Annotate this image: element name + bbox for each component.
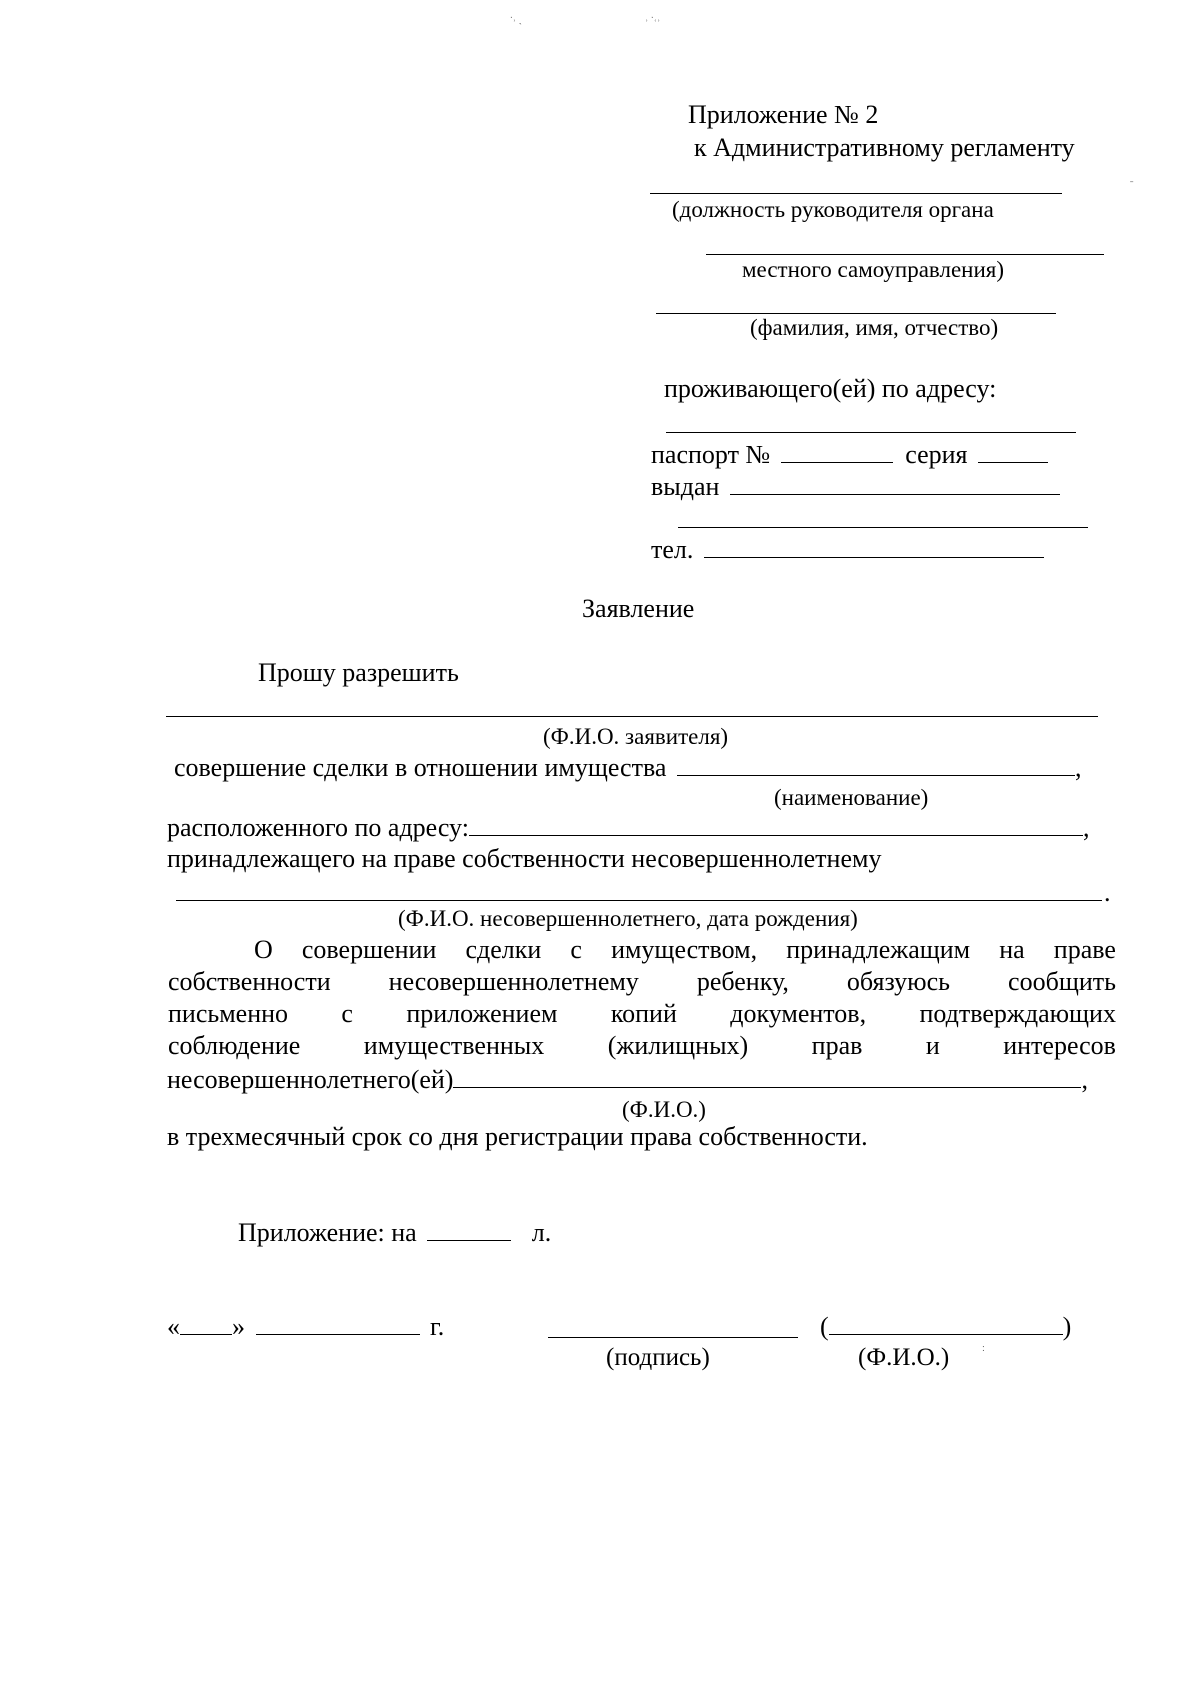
word: праве (1053, 935, 1116, 964)
word: прав (811, 1031, 863, 1060)
phone-label: тел. (651, 535, 694, 565)
scan-speck: ˸ (982, 1345, 985, 1356)
quote-close: » (232, 1312, 245, 1342)
issued-row (651, 472, 1060, 500)
residing-label: проживающего(ей) по адресу: (664, 374, 997, 403)
address-label: расположенного по адресу: (167, 813, 469, 843)
word: сделки (465, 935, 542, 964)
applicant-name-hint: (фамилия, имя, отчество) (750, 315, 999, 340)
paren-open: ( (820, 1312, 829, 1342)
passport-number-field[interactable] (781, 440, 893, 463)
signer-fio-hint: (Ф.И.О.) (858, 1344, 950, 1371)
property-name-hint: (наименование) (774, 785, 929, 810)
minor-fio-field[interactable] (453, 1065, 1081, 1088)
issued-label: выдан (651, 472, 720, 502)
paragraph-line-4 (168, 1033, 1116, 1059)
signature-line[interactable] (548, 1337, 798, 1338)
word: имуществом, (611, 935, 758, 964)
paragraph-last: в трехмесячный срок со дня регистрации права собственности. (167, 1122, 868, 1151)
paragraph-line-2 (168, 969, 1116, 995)
word: (жилищных) (607, 1031, 749, 1060)
fio-hint: (Ф.И.О.) (622, 1097, 706, 1122)
word: письменно (168, 999, 289, 1028)
issued-by-field[interactable] (730, 472, 1060, 495)
paragraph-line-5 (167, 1065, 1088, 1093)
comma: , (1074, 753, 1082, 783)
local-government-hint: местного самоуправления) (742, 257, 1005, 282)
paragraph-line-3 (168, 1001, 1116, 1027)
paragraph-line-1 (254, 937, 1116, 963)
word: документов, (730, 999, 867, 1028)
applicant-fio-line[interactable] (166, 716, 1098, 717)
month-field[interactable] (256, 1312, 420, 1335)
year-suffix: г. (430, 1312, 445, 1342)
official-position-line[interactable] (650, 193, 1062, 194)
request-text: Прошу разрешить (258, 658, 459, 687)
property-address-field[interactable] (469, 813, 1083, 836)
word: на (999, 935, 1025, 964)
phone-row (651, 535, 1044, 563)
minor-fio-hint: (Ф.И.О. несовершеннолетнего, дата рождения) (398, 906, 858, 931)
applicant-name-line[interactable] (656, 313, 1056, 314)
minor-label: несовершеннолетнего(ей) (167, 1065, 454, 1095)
word: несовершеннолетнему (388, 967, 639, 996)
ownership-text: принадлежащего на праве собственности несовершеннолетнему (167, 844, 882, 873)
passport-row (651, 440, 1048, 468)
word: совершении (301, 935, 437, 964)
word: приложением (406, 999, 558, 1028)
attachment-row (238, 1218, 551, 1246)
scan-speck: ˑ˒ ˏ (510, 14, 522, 25)
attachment-unit: л. (531, 1218, 552, 1248)
issued-by-continuation-line[interactable] (678, 527, 1088, 528)
date-row (167, 1312, 444, 1340)
word: с (341, 999, 353, 1028)
word: принадлежащим (786, 935, 971, 964)
quote-open: « (167, 1312, 180, 1342)
address-row (167, 813, 1089, 841)
comma: , (1081, 1065, 1088, 1095)
address-line[interactable] (666, 432, 1076, 433)
local-government-line[interactable] (706, 254, 1104, 255)
fio-bracket-row (820, 1312, 1071, 1340)
property-name-field[interactable] (677, 753, 1075, 776)
appendix-title: Приложение № 2 (688, 100, 879, 129)
attachment-label: Приложение: на (238, 1218, 417, 1248)
appendix-subtitle: к Административному регламенту (694, 133, 1075, 162)
scan-speck: ˒ ˑ˓˒ (645, 14, 661, 25)
scan-speck: ˉ (1130, 180, 1134, 191)
series-label: серия (905, 440, 968, 470)
day-field[interactable] (180, 1312, 232, 1335)
paren-close: ) (1062, 1312, 1072, 1342)
comma: , (1082, 813, 1090, 843)
word: с (570, 935, 582, 964)
word: обязуюсь (846, 967, 951, 996)
applicant-fio-hint: (Ф.И.О. заявителя) (543, 724, 729, 749)
word: подтверждающих (919, 999, 1116, 1028)
transaction-row (174, 753, 1081, 781)
signer-fio-field[interactable] (829, 1312, 1063, 1335)
official-position-hint: (должность руководителя органа (672, 197, 994, 222)
passport-series-field[interactable] (978, 440, 1048, 463)
word: собственности (168, 967, 331, 996)
attachment-sheets-field[interactable] (427, 1218, 511, 1241)
document-title: Заявление (582, 594, 695, 623)
word: и (925, 1031, 940, 1060)
word: интересов (1003, 1031, 1116, 1060)
signature-hint: (подпись) (606, 1344, 710, 1371)
word: ребенку, (696, 967, 789, 996)
word: имущественных (363, 1031, 545, 1060)
word: соблюдение (168, 1031, 301, 1060)
word: О (254, 935, 273, 964)
minor-line-period: . (1104, 878, 1111, 907)
phone-field[interactable] (704, 535, 1044, 558)
word: сообщить (1008, 967, 1116, 996)
word: копий (610, 999, 677, 1028)
passport-label: паспорт № (651, 440, 771, 470)
transaction-text: совершение сделки в отношении имущества (174, 753, 667, 783)
minor-fio-line[interactable] (176, 900, 1102, 901)
